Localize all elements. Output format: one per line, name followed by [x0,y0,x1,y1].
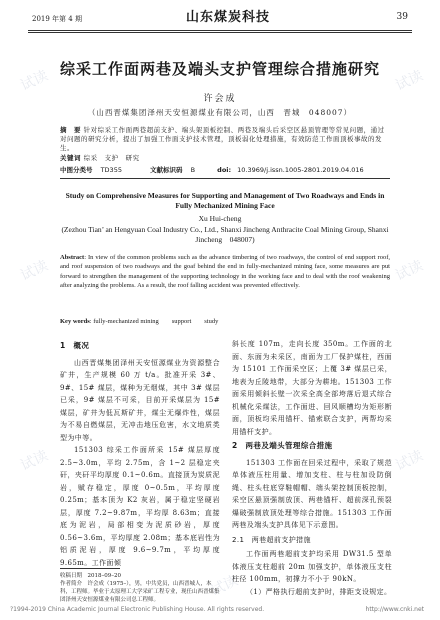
section-1-paragraph-2: 151303 综采工作面所采 15# 煤层厚度 2.5~3.0m，平均 2.75m，含 1~2 层稳定夹矸，夹矸平均厚度 0.1~0.6m。直接顶为炭质泥岩，赋存稳定，厚度 0~0.5m，平均厚度 0.25m；基本顶为 K2 灰岩，属于稳定坚硬岩层，厚度 7.2~9.87m，平均厚 8.63m；直接底为泥岩，局部相变为泥质砂岩，厚度 0.56~3.6m，平均厚度 2.08m；基本底岩性为铝质泥岩，厚度 9.6~9.7m，平均厚度 9.65m。工作面倾 [60,446,220,567]
page-header [28,6,412,28]
section-2-1-paragraph-2: （1）严格执行超前支护时，排距支设规定。 [246,587,392,596]
footnote-rule [60,568,120,569]
page-number: 39 [396,12,408,22]
english-keywords [60,316,218,325]
watermark: 试读 [393,67,426,95]
author-bio: 作者简介 许会成（1975–），男，中共党员，山西晋城人，本科，工程师。毕业于太原理工大学采矿工程专业，现任山西晋煤集团泽州天安恒源煤业有限公司总工程师。 [60,581,220,603]
english-affiliation: (Zezhou Tian’ an Hengyuan Coal Industry Co., Ltd., Shanxi Jincheng Anthracite Coal Mining Group, Shanxi Jincheng 048007) [61,225,397,244]
doc-code-value: B [190,166,196,174]
clc-label: 中图分类号 [60,166,93,174]
watermark: 试读 [18,447,51,475]
keywords-text: 综采 支护 研究 [83,154,140,162]
keywords-label: 关键词 [60,154,81,162]
received-date: 收稿日期 2018–09–20 [60,573,121,579]
body-left-column [60,338,220,569]
section-1-heading: 1 概况 [60,341,90,350]
abstract-cn [60,126,390,154]
section-1-paragraph-3: 斜长度 107m，走向长度 350m。工作面的北面、东面为未采区，南面为工厂保护煤柱，西面为 15101 工作面采空区；上覆 3# 煤层已采，地表为丘陵地带，大部分为耕地。151303 工作面采用倾斜长壁一次采全高全部垮落后退式综合机械化采煤法，工作面进、回风顺槽均为矩形断面，顶板均采用锚杆、锚索联合支护，两帮均采用锚杆支护。 [232,340,392,436]
section-2-heading: 2 两巷及端头管理综合措施 [232,441,333,450]
journal-name: 山东煤炭科技 [186,10,271,25]
watermark: 试读 [18,67,51,95]
section-2-paragraph-1: 151303 工作面在回采过程中，采取了规范单体液压柱用量、增加支柱、柱与柱加设防倒绳、柱头柱底穿鞋帽帽、端头架控制顶板控制，采空区悬顶强制放顶、两巷锚杆、超前深孔预裂爆破强制放顶处理等综合措施。151303 工作面两巷及端头支护具体见下示意图。 [232,458,392,529]
doc-code-label: 文献标识码 [150,166,183,174]
watermark: 试读 [393,257,426,285]
article-title: 综采工作面两巷及端头支护管理综合措施研究 [59,60,380,78]
section-1-paragraph-1: 山西晋煤集团泽州天安恒源煤业为资源整合矿井，生产规模 60 万 t/a。批准开采 3#、9#、15# 煤层，煤种为无烟煤，其中 3# 煤层已采，9# 煤层不可采，目前开采煤层为 15# 煤层，矿井为低瓦斯矿井，煤尘无爆炸性，煤层为不易自燃煤层，无冲击地压危害，水文地质类型为中等。 [60,358,220,442]
english-abstract-label: Abstract [60,254,85,261]
doi-label: doi: [217,166,232,174]
english-keywords-label: Key words [60,318,90,325]
body-right-column [232,338,392,598]
doi-value: 10.3969/j.issn.1005-2801.2019.04.016 [237,166,364,174]
english-author: Xu Hui-cheng [198,214,242,223]
header-rule [28,30,412,31]
header-rule-thin [28,32,412,33]
watermark: 试读 [393,447,426,475]
english-abstract-text: : In view of the common problems such as the advance timbering of two roadways, the control of end support roof, and roof suspension of two roadways and the goaf behind the end in fully-mechanized mining face, some measures are put forward to strengthen the management of the supporting technology in the working face and to deal with the roof weakening after analyzing the problems. As a result, the roof falling accident was prevented effectively. [60,254,390,289]
article-author: 许会成 [203,94,237,104]
english-title: Study on Comprehensive Measures for Supporting and Management of Two Roadways and Ends in Fully Mechanized Mining Face [65,191,385,210]
issue-label: 2019 年第 4 期 [32,15,82,23]
keywords-cn [60,154,390,163]
english-abstract [60,253,390,290]
copyright-text: ?1994-2019 China Academic Journal Electronic Publishing House. All rights reserved. [10,606,265,613]
watermark: 试读 [208,572,241,600]
watermark: 试读 [18,257,51,285]
footnote [60,572,220,604]
article-affiliation: （山西晋煤集团泽州天安恒源煤业有限公司，山西 晋城 048007） [87,108,353,117]
abstract-label: 摘 要 [60,126,81,134]
cnki-link[interactable]: http://www.cnki.net [365,606,424,613]
abstract-text: 针对综采工作面两巷超前支护、端头架顶板控制、两巷及端头后采空区悬顶管理等常见问题，通过对问题的研究分析，提出了加强工作面支护技术管理，顶板弱化处理措施，有效防范工作面顶板事故的发生。 [60,126,385,153]
abstract-rule [60,178,390,179]
section-2-1-heading: 2.1 两巷超前支护措施 [232,535,311,544]
english-keywords-text: : fully-mechanized mining support study [89,318,219,325]
classification-row [60,165,370,174]
clc-value: TD355 [100,166,122,174]
section-2-1-paragraph-1: 工作面两巷超前支护均采用 DW31.5 型单体液压支柱超前 20m 加强支护，单体液压支柱柱径 100mm，初撑力不小于 90kN。 [232,550,392,583]
